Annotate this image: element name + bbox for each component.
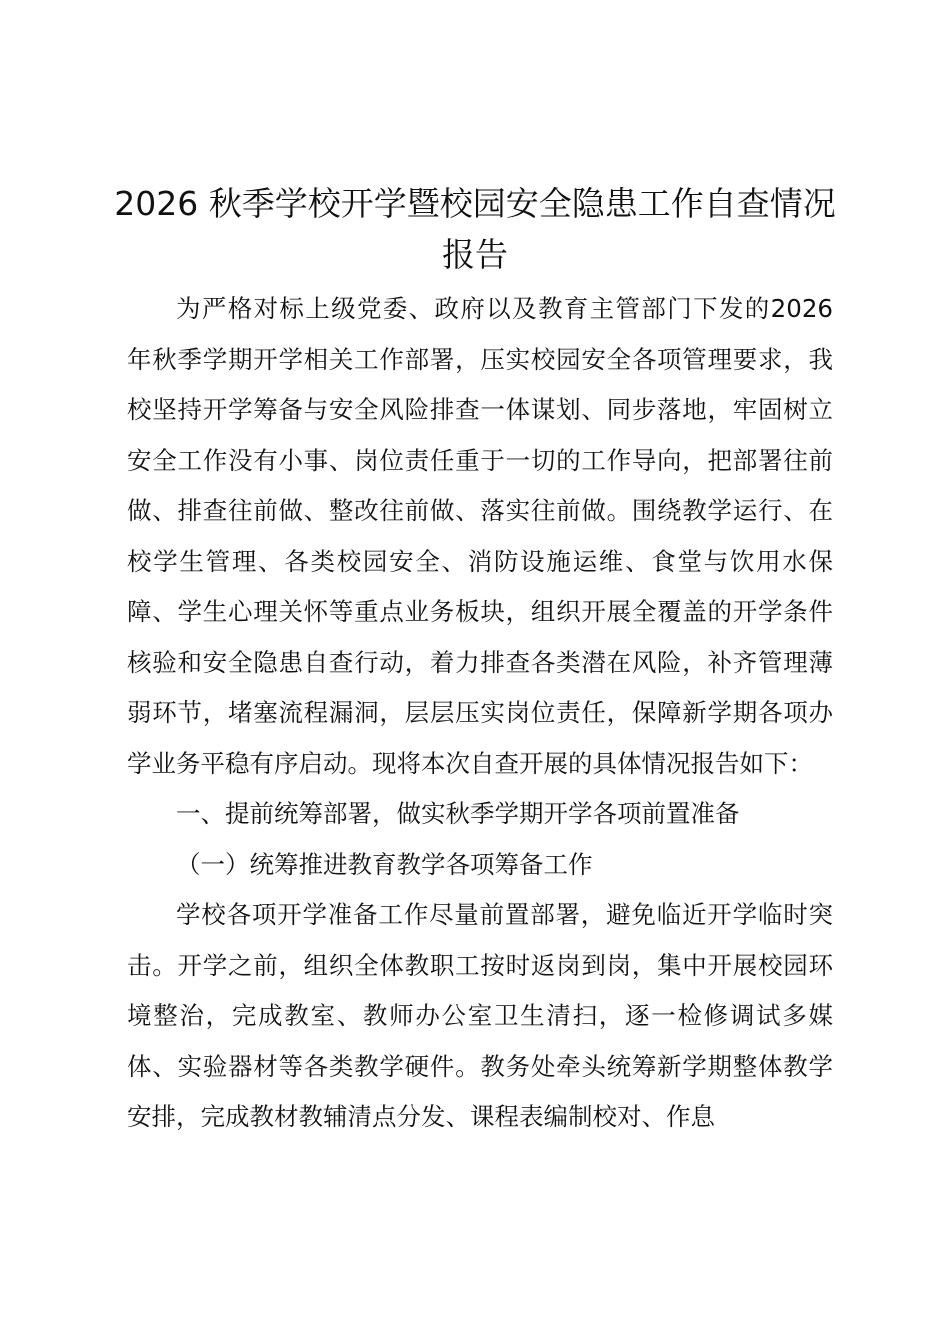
document-body [127, 284, 833, 1143]
document-title: 2026 秋季学校开学暨校园安全隐患工作自查情况报告 [114, 184, 836, 274]
subsection-paragraph-1: 学校各项开学准备工作尽量前置部署，避免临近开学临时突击。开学之前，组织全体教职工按时返岗到岗，集中开展校园环境整治，完成教室、教师办公室卫生清扫，逐一检修调试多媒体、实验器材等各类教学硬件。教务处牵头统筹新学期整体教学安排，完成教材教辅清点分发、课程表编制校对、作息 [127, 900, 833, 1131]
section-heading-1: 一、提前统筹部署，做实秋季学期开学各项前置准备 [176, 799, 740, 828]
intro-paragraph: 为严格对标上级党委、政府以及教育主管部门下发的2026 年秋季学期开学相关工作部署，压实校园安全各项管理要求，我校坚持开学筹备与安全风险排查一体谋划、同步落地，牢固树立安全工作没有小事、岗位责任重于一切的工作导向，把部署往前做、排查往前做、整改往前做、落实往前做。围绕教学运行、在校学生管理、各类校园安全、消防设施运维、食堂与饮用水保障、学生心理关怀等重点业务板块，组织开展全覆盖的开学条件核验和安全隐患自查行动，着力排查各类潜在风险，补齐管理薄弱环节，堵塞流程漏洞，层层压实岗位责任，保障新学期各项办学业务平稳有序启动。现将本次自查开展的具体情况报告如下： [127, 294, 833, 778]
subsection-heading-1: （一）统筹推进教育教学各项筹备工作 [176, 849, 593, 879]
